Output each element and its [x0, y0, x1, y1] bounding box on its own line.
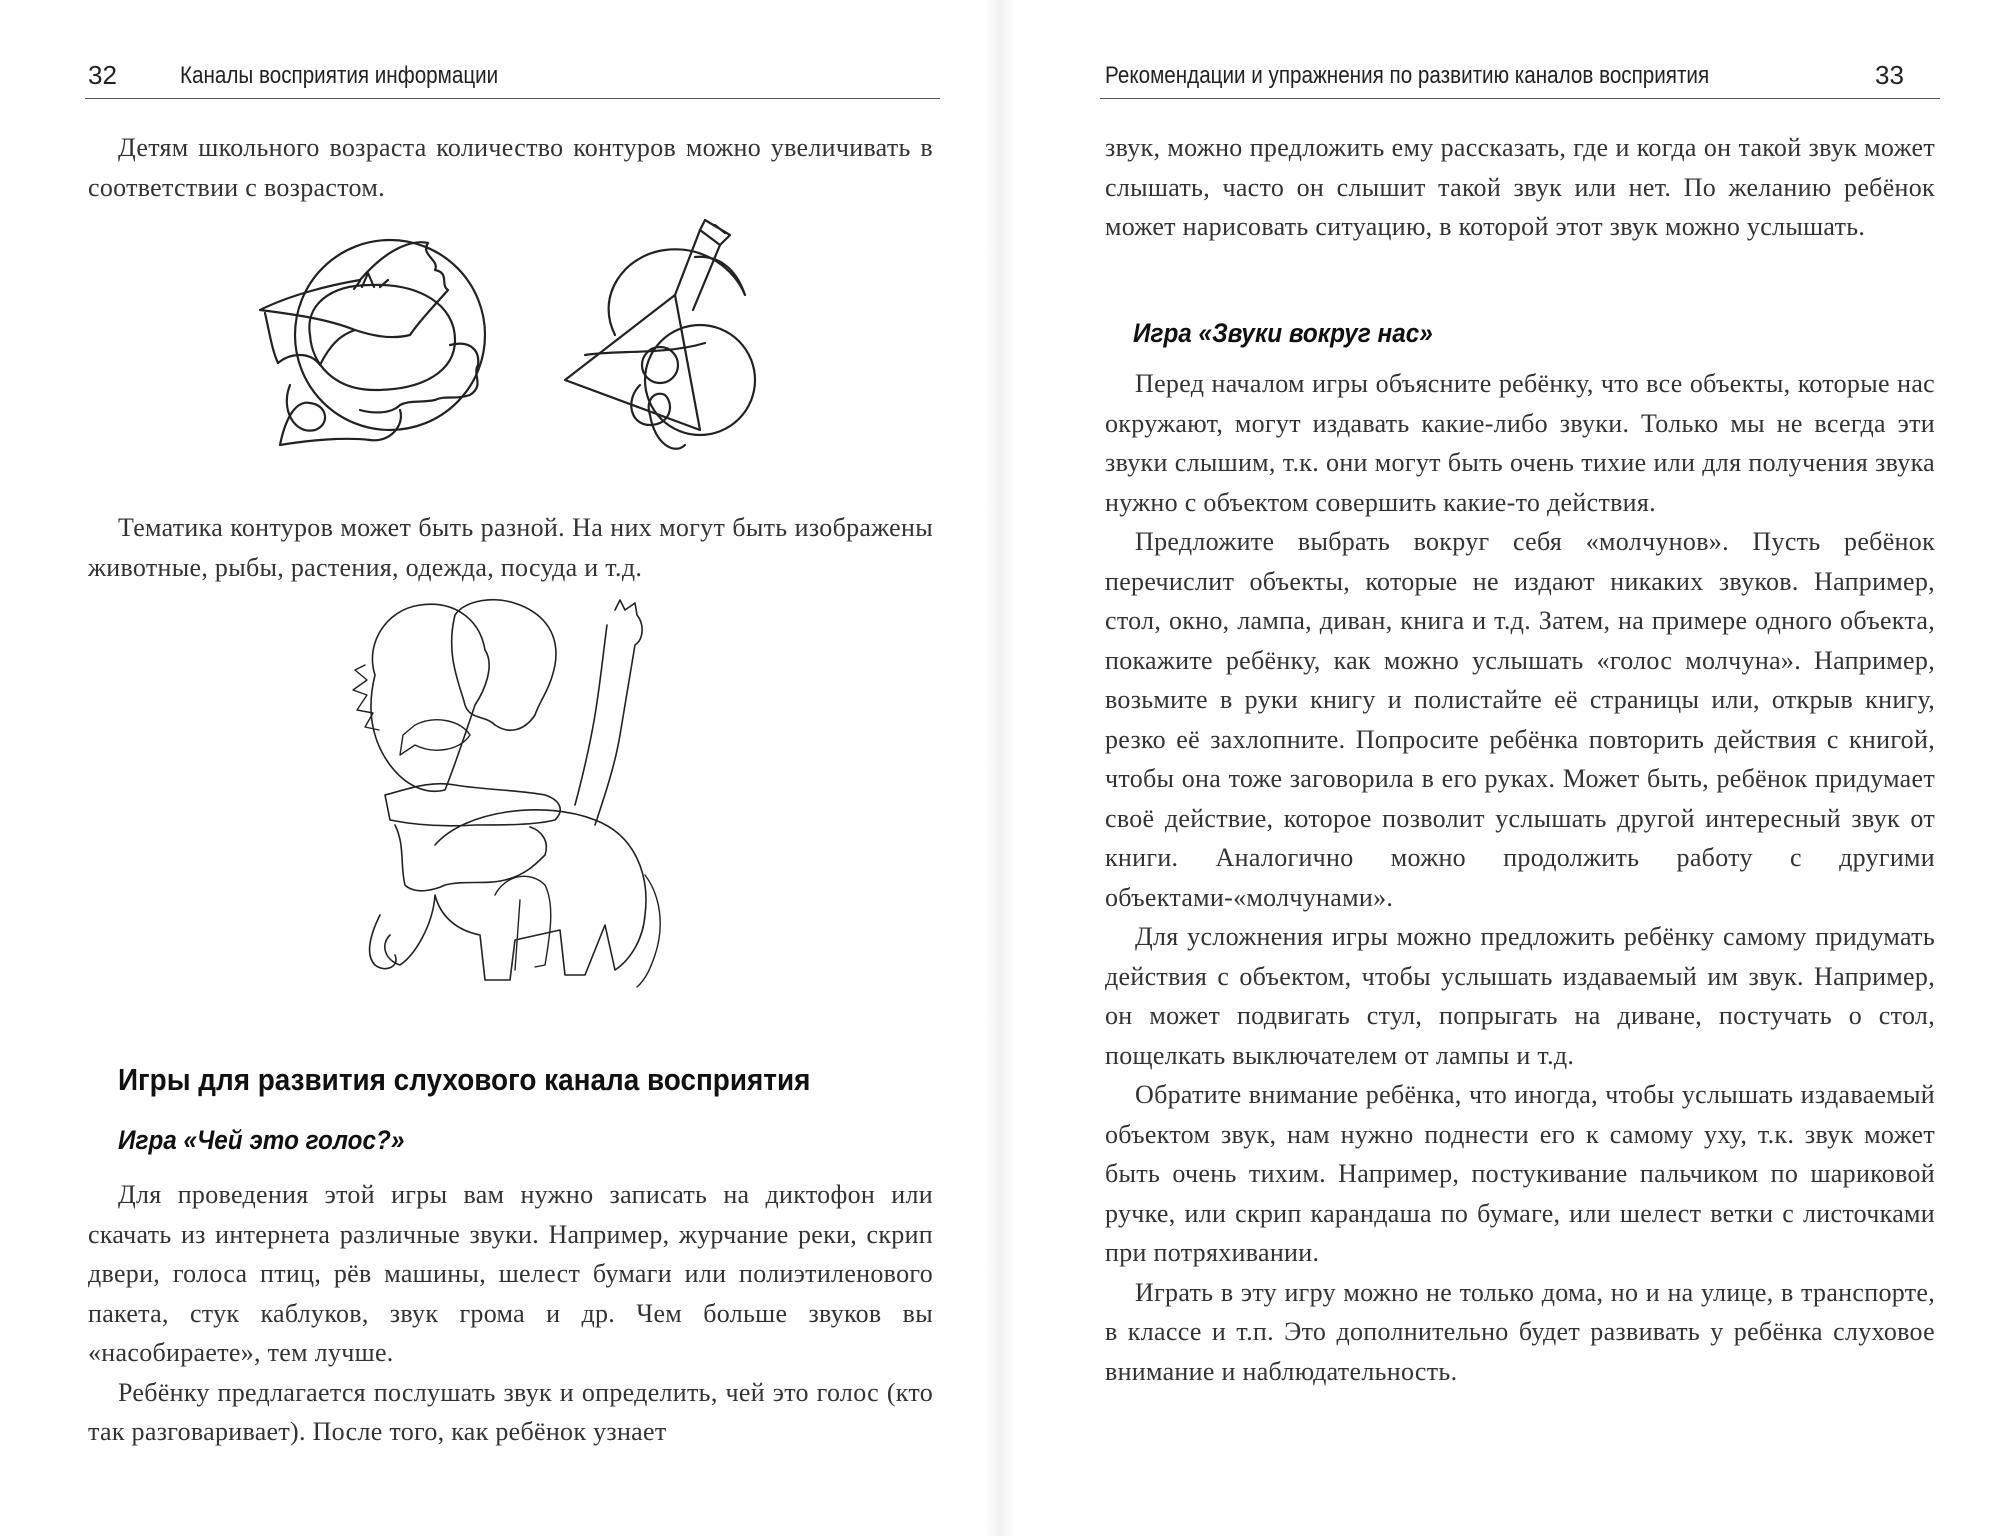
game-heading: Игра «Звуки вокруг нас»: [1133, 318, 1433, 348]
paragraph: звук, можно предложить ему рассказать, где и когда он такой звук может слышать, часто он слышит такой звук или нет. По желанию ребёнок может нарисовать ситуацию, в которой этот звук можно услышать.: [1105, 133, 1935, 241]
paragraph: Тематика контуров может быть разной. На них могут быть изображены животные, рыбы, растения, одежда, посуда и т.д.: [88, 513, 933, 582]
leaf-contour: [360, 344, 478, 413]
overlapping-contours-drawing: [250, 225, 550, 465]
right-page: [1000, 0, 2000, 1536]
balalaika-contours-drawing: [555, 215, 775, 465]
tail-contour: [637, 875, 660, 987]
text-block: [88, 1175, 933, 1452]
horse-contour: [495, 876, 551, 970]
giraffe-neck: [575, 625, 607, 805]
paragraph: Детям школьного возраста количество контуров можно увеличивать в соответствии с возрастом.: [88, 133, 933, 202]
text-block: [1105, 128, 1935, 247]
game-heading: Игра «Чей это голос?»: [118, 1125, 405, 1155]
elephant-bottom-contour: [385, 810, 646, 980]
paragraph: Для усложнения игры можно предложить ребёнку самому придумать действия с объектом, чтобы услышать издаваемый им звук. Например, он может подвигать стул, попрыгать на диване, постучать о стол, пощелкать выключателем от лампы и т.д.: [1105, 922, 1935, 1070]
giraffe-contour: [595, 600, 642, 825]
header-rule: [1100, 98, 1940, 99]
paragraph: Обратите внимание ребёнка, что иногда, чтобы услышать издаваемый объектом звук, нам нужно поднести его к самому уху, т.к. звук может быть очень тихим. Например, постукивание пальчиком по шариковой ручке, или скрип карандаша по бумаге, или шелест ветки с листочками при потряхивании.: [1105, 1080, 1935, 1267]
lion-contour: [371, 604, 489, 791]
tomato-stem: [354, 273, 388, 289]
text-block: [1105, 364, 1935, 1391]
running-header: Каналы восприятия информации: [180, 62, 499, 89]
paragraph: Играть в эту игру можно не только дома, но и на улице, в транспорте, в классе и т.п. Это дополнительно будет развивать у ребёнка слуховое внимание и наблюдательность.: [1105, 1277, 1935, 1386]
oval-contour: [645, 325, 755, 435]
text-block: [88, 128, 933, 207]
overlapping-animals-drawing: [345, 595, 685, 990]
paragraph: Предложите выбрать вокруг себя «молчунов». Пусть ребёнок перечислит объекты, которые не издают никаких звуков. Например, стол, окно, лампа, диван, книга и т.д. Затем, на примере одного объекта, покажите ребёнку, как можно услышать «голос молчуна». Например, возьмите в руки книгу и полистайте её страницы или, открыв книгу, резко её захлопните. Попросите ребёнка повторить действия с книгой, чтобы она тоже заговорила в его руках. Может быть, ребёнок придумает своё действие, которое позволит услышать другой интересный звук от книги. Аналогично можно продолжить работу с другими объектами-«молчунами».: [1105, 527, 1935, 912]
contour-circle: [295, 240, 485, 430]
header-rule: [85, 98, 940, 99]
section-heading: Игры для развития слухового канала восприятия: [118, 1062, 811, 1097]
dog-contour: [385, 784, 560, 826]
text-block: [88, 508, 933, 587]
cat-contour: [395, 825, 546, 891]
paragraph: Перед началом игры объясните ребёнку, что все объекты, которые нас окружают, могут издавать какие-либо звуки. Только мы не всегда эти звуки слышим, т.к. они могут быть очень тихие или для получения звука нужно с объектом совершить какие-то действия.: [1105, 369, 1935, 517]
balalaika-neck: [675, 230, 720, 310]
paragraph: Для проведения этой игры вам нужно записать на диктофон или скачать из интернета различные звуки. Например, журчание реки, скрип двери, голоса птиц, рёв машины, шелест бумаги или полиэтиленового пакета, стук каблуков, звук грома и др. Чем больше звуков вы «насобираете», тем лучше.: [88, 1180, 933, 1367]
running-header: Рекомендации и упражнения по развитию каналов восприятия: [1105, 62, 1710, 89]
page-number: 33: [1875, 60, 1904, 90]
paragraph: Ребёнку предлагается послушать звук и определить, чей это голос (кто так разговаривает). После того, как ребёнок узнает: [88, 1377, 933, 1446]
page-number: 32: [88, 60, 117, 90]
elephant-top-contour: [452, 600, 556, 730]
